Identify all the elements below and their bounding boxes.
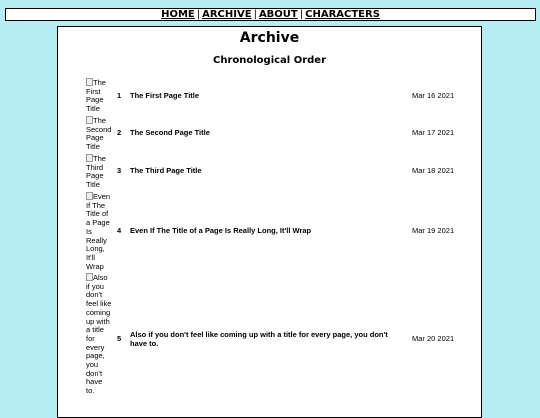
page-title: Archive	[239, 30, 300, 46]
page-thumbnail[interactable]	[86, 154, 112, 190]
page-number: 4	[117, 226, 122, 235]
archive-subtitle: Chronological Order	[212, 55, 327, 66]
broken-image-icon	[86, 192, 93, 200]
page-date: Mar 16 2021	[412, 91, 455, 100]
page-title-link[interactable]: The First Page Title	[130, 91, 200, 100]
page-title-link[interactable]: The Second Page Title	[130, 128, 210, 137]
thumbnail-alt-text: Also if you don't feel like coming up with a title for every page, you don't have to.	[86, 273, 112, 396]
archive-panel	[57, 26, 482, 418]
page-number: 3	[117, 166, 122, 175]
page-number: 2	[117, 128, 122, 137]
nav-separator: |	[299, 9, 304, 20]
page-number: 5	[117, 334, 122, 343]
page-thumbnail[interactable]	[86, 192, 112, 271]
page-title-link[interactable]: Also if you don't feel like coming up with a title for every page, you don't have to.	[130, 330, 388, 348]
nav-about-link[interactable]: ABOUT	[258, 9, 298, 20]
thumbnail-alt-text: The First Page Title	[86, 78, 106, 114]
page-title-link[interactable]: Even If The Title of a Page Is Really Long, It'll Wrap	[130, 226, 312, 235]
nav-home-link[interactable]: HOME	[161, 9, 195, 20]
page-number: 1	[117, 91, 122, 100]
page-thumbnail[interactable]	[86, 273, 112, 396]
top-navigation	[5, 8, 536, 21]
thumbnail-alt-text: The Second Page Title	[86, 116, 112, 152]
page-thumbnail[interactable]	[86, 116, 112, 152]
nav-characters-link[interactable]: CHARACTERS	[305, 9, 380, 20]
page-thumbnail[interactable]	[86, 78, 112, 114]
nav-separator: |	[196, 9, 201, 20]
page-date: Mar 19 2021	[412, 226, 455, 235]
nav-archive-link[interactable]: ARCHIVE	[202, 9, 252, 20]
page-date: Mar 20 2021	[412, 334, 455, 343]
nav-separator: |	[253, 9, 257, 20]
thumbnail-alt-text: The Third Page Title	[86, 154, 106, 190]
page-date: Mar 18 2021	[412, 166, 455, 175]
page-date: Mar 17 2021	[412, 128, 455, 137]
page-title-link[interactable]: The Third Page Title	[130, 166, 202, 175]
broken-image-icon	[86, 154, 93, 162]
broken-image-icon	[86, 273, 93, 281]
thumbnail-alt-text: Even If The Title of a Page Is Really Long, It'll Wrap	[86, 192, 111, 271]
broken-image-icon	[86, 78, 93, 86]
broken-image-icon	[86, 116, 93, 124]
